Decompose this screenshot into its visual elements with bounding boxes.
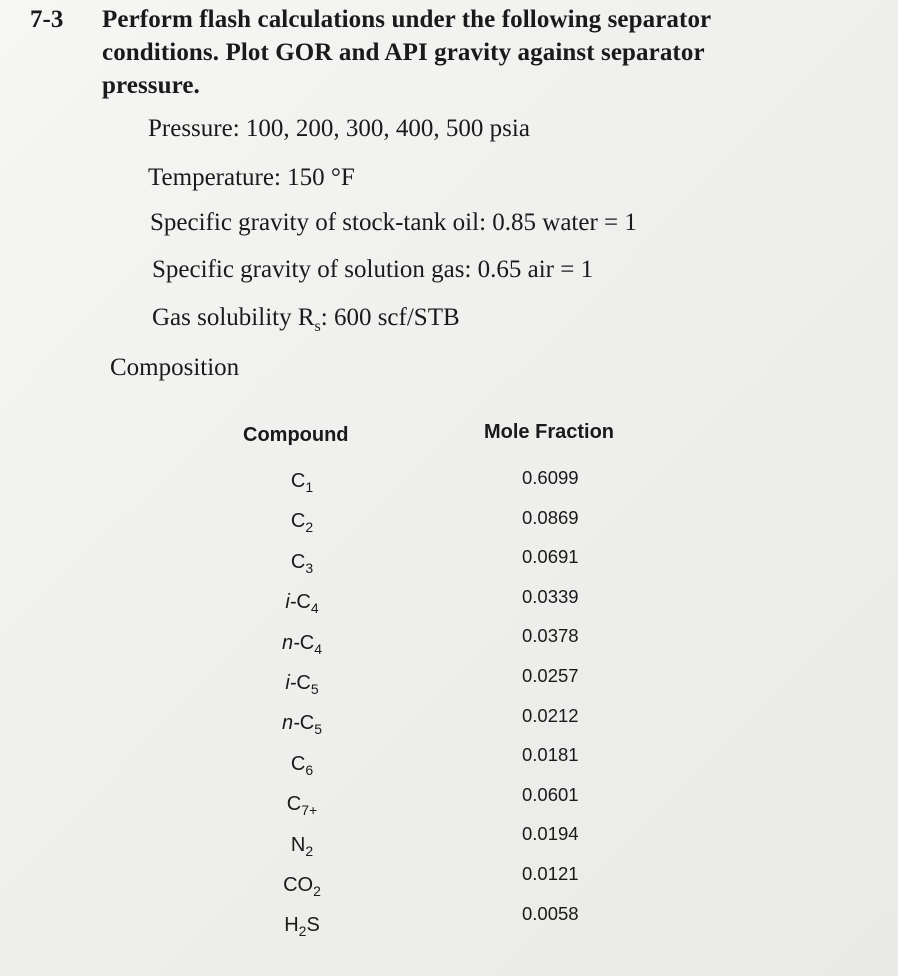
compound-base: C — [290, 470, 306, 492]
compound-base: C — [299, 631, 315, 654]
compound-column-header: Compound — [243, 424, 349, 446]
condition-gas-solubility — [152, 304, 460, 336]
mole-fraction-value: 0.0257 — [522, 665, 579, 686]
compound-name — [283, 874, 321, 899]
problem-number: 7-3 — [30, 6, 64, 33]
compound-name — [291, 551, 313, 576]
compound-base: H — [284, 914, 299, 937]
condition-gas-specific-gravity: Specific gravity of solution gas: 0.65 air = 1 — [152, 256, 594, 283]
compound-base: C — [296, 672, 311, 694]
compound-base: C — [296, 591, 311, 614]
mole-fraction-value: 0.0691 — [522, 546, 579, 568]
compound-name — [285, 591, 318, 616]
compound-name — [291, 470, 313, 495]
condition-oil-specific-gravity: Specific gravity of stock-tank oil: 0.85 water = 1 — [150, 209, 637, 236]
problem-statement-line: pressure. — [102, 72, 200, 99]
compound-base: C — [286, 793, 302, 816]
mole-fraction-value: 0.0339 — [522, 585, 579, 607]
solubility-subscript: s — [314, 318, 321, 335]
compound-prefix: i- — [285, 591, 297, 614]
compound-base: C — [290, 550, 306, 573]
compound-subscript: 3 — [305, 559, 314, 576]
compound-name — [282, 632, 322, 657]
compound-subscript: 2 — [305, 842, 314, 859]
compound-subscript: 5 — [310, 681, 319, 697]
mole-fraction-value: 0.0181 — [522, 744, 579, 766]
mole-fraction-value: 0.0212 — [522, 704, 579, 726]
mole-fraction-value: 0.0058 — [522, 902, 579, 924]
compound-subscript: 2 — [305, 519, 314, 536]
compound-subscript: 7+ — [301, 802, 318, 819]
compound-base: CO — [283, 874, 314, 896]
solubility-prefix: Gas solubility R — [152, 304, 315, 331]
mole-fraction-value: 0.0601 — [522, 783, 579, 805]
compound-subscript: 4 — [310, 600, 319, 617]
compound-name — [291, 753, 313, 778]
mole-fraction-column-header: Mole Fraction — [484, 421, 615, 443]
compound-suffix: S — [306, 914, 320, 937]
compound-name — [287, 793, 317, 818]
compound-base: C — [290, 510, 306, 533]
compound-base: C — [290, 752, 306, 775]
compound-prefix: i- — [285, 672, 297, 694]
mole-fraction-value: 0.0378 — [522, 625, 579, 647]
compound-base: C — [299, 712, 315, 735]
mole-fraction-value: 0.0869 — [522, 506, 579, 528]
composition-heading: Composition — [110, 354, 240, 381]
problem-statement-line: conditions. Plot GOR and API gravity against separator — [102, 39, 705, 66]
compound-subscript: 1 — [305, 479, 314, 495]
compound-subscript: 2 — [313, 883, 321, 899]
condition-pressure: Pressure: 100, 200, 300, 400, 500 psia — [148, 115, 530, 142]
compound-subscript: 6 — [305, 761, 314, 778]
compound-name — [291, 510, 313, 535]
compound-name — [282, 712, 322, 737]
compound-subscript: 4 — [314, 640, 323, 657]
compound-name — [284, 914, 320, 939]
condition-temperature: Temperature: 150 °F — [148, 164, 355, 191]
compound-name — [285, 672, 318, 697]
compound-subscript: 5 — [314, 721, 323, 738]
compound-prefix: n- — [281, 631, 300, 654]
mole-fraction-value: 0.6099 — [522, 467, 579, 488]
compound-subscript: 2 — [298, 923, 307, 940]
solubility-suffix: : 600 scf/STB — [320, 304, 460, 331]
compound-name — [291, 834, 313, 859]
compound-base: N — [290, 833, 306, 856]
problem-statement-line: Perform flash calculations under the following separator — [102, 6, 712, 33]
mole-fraction-value: 0.0121 — [522, 863, 579, 884]
mole-fraction-value: 0.0194 — [522, 823, 579, 845]
compound-prefix: n- — [281, 712, 300, 735]
